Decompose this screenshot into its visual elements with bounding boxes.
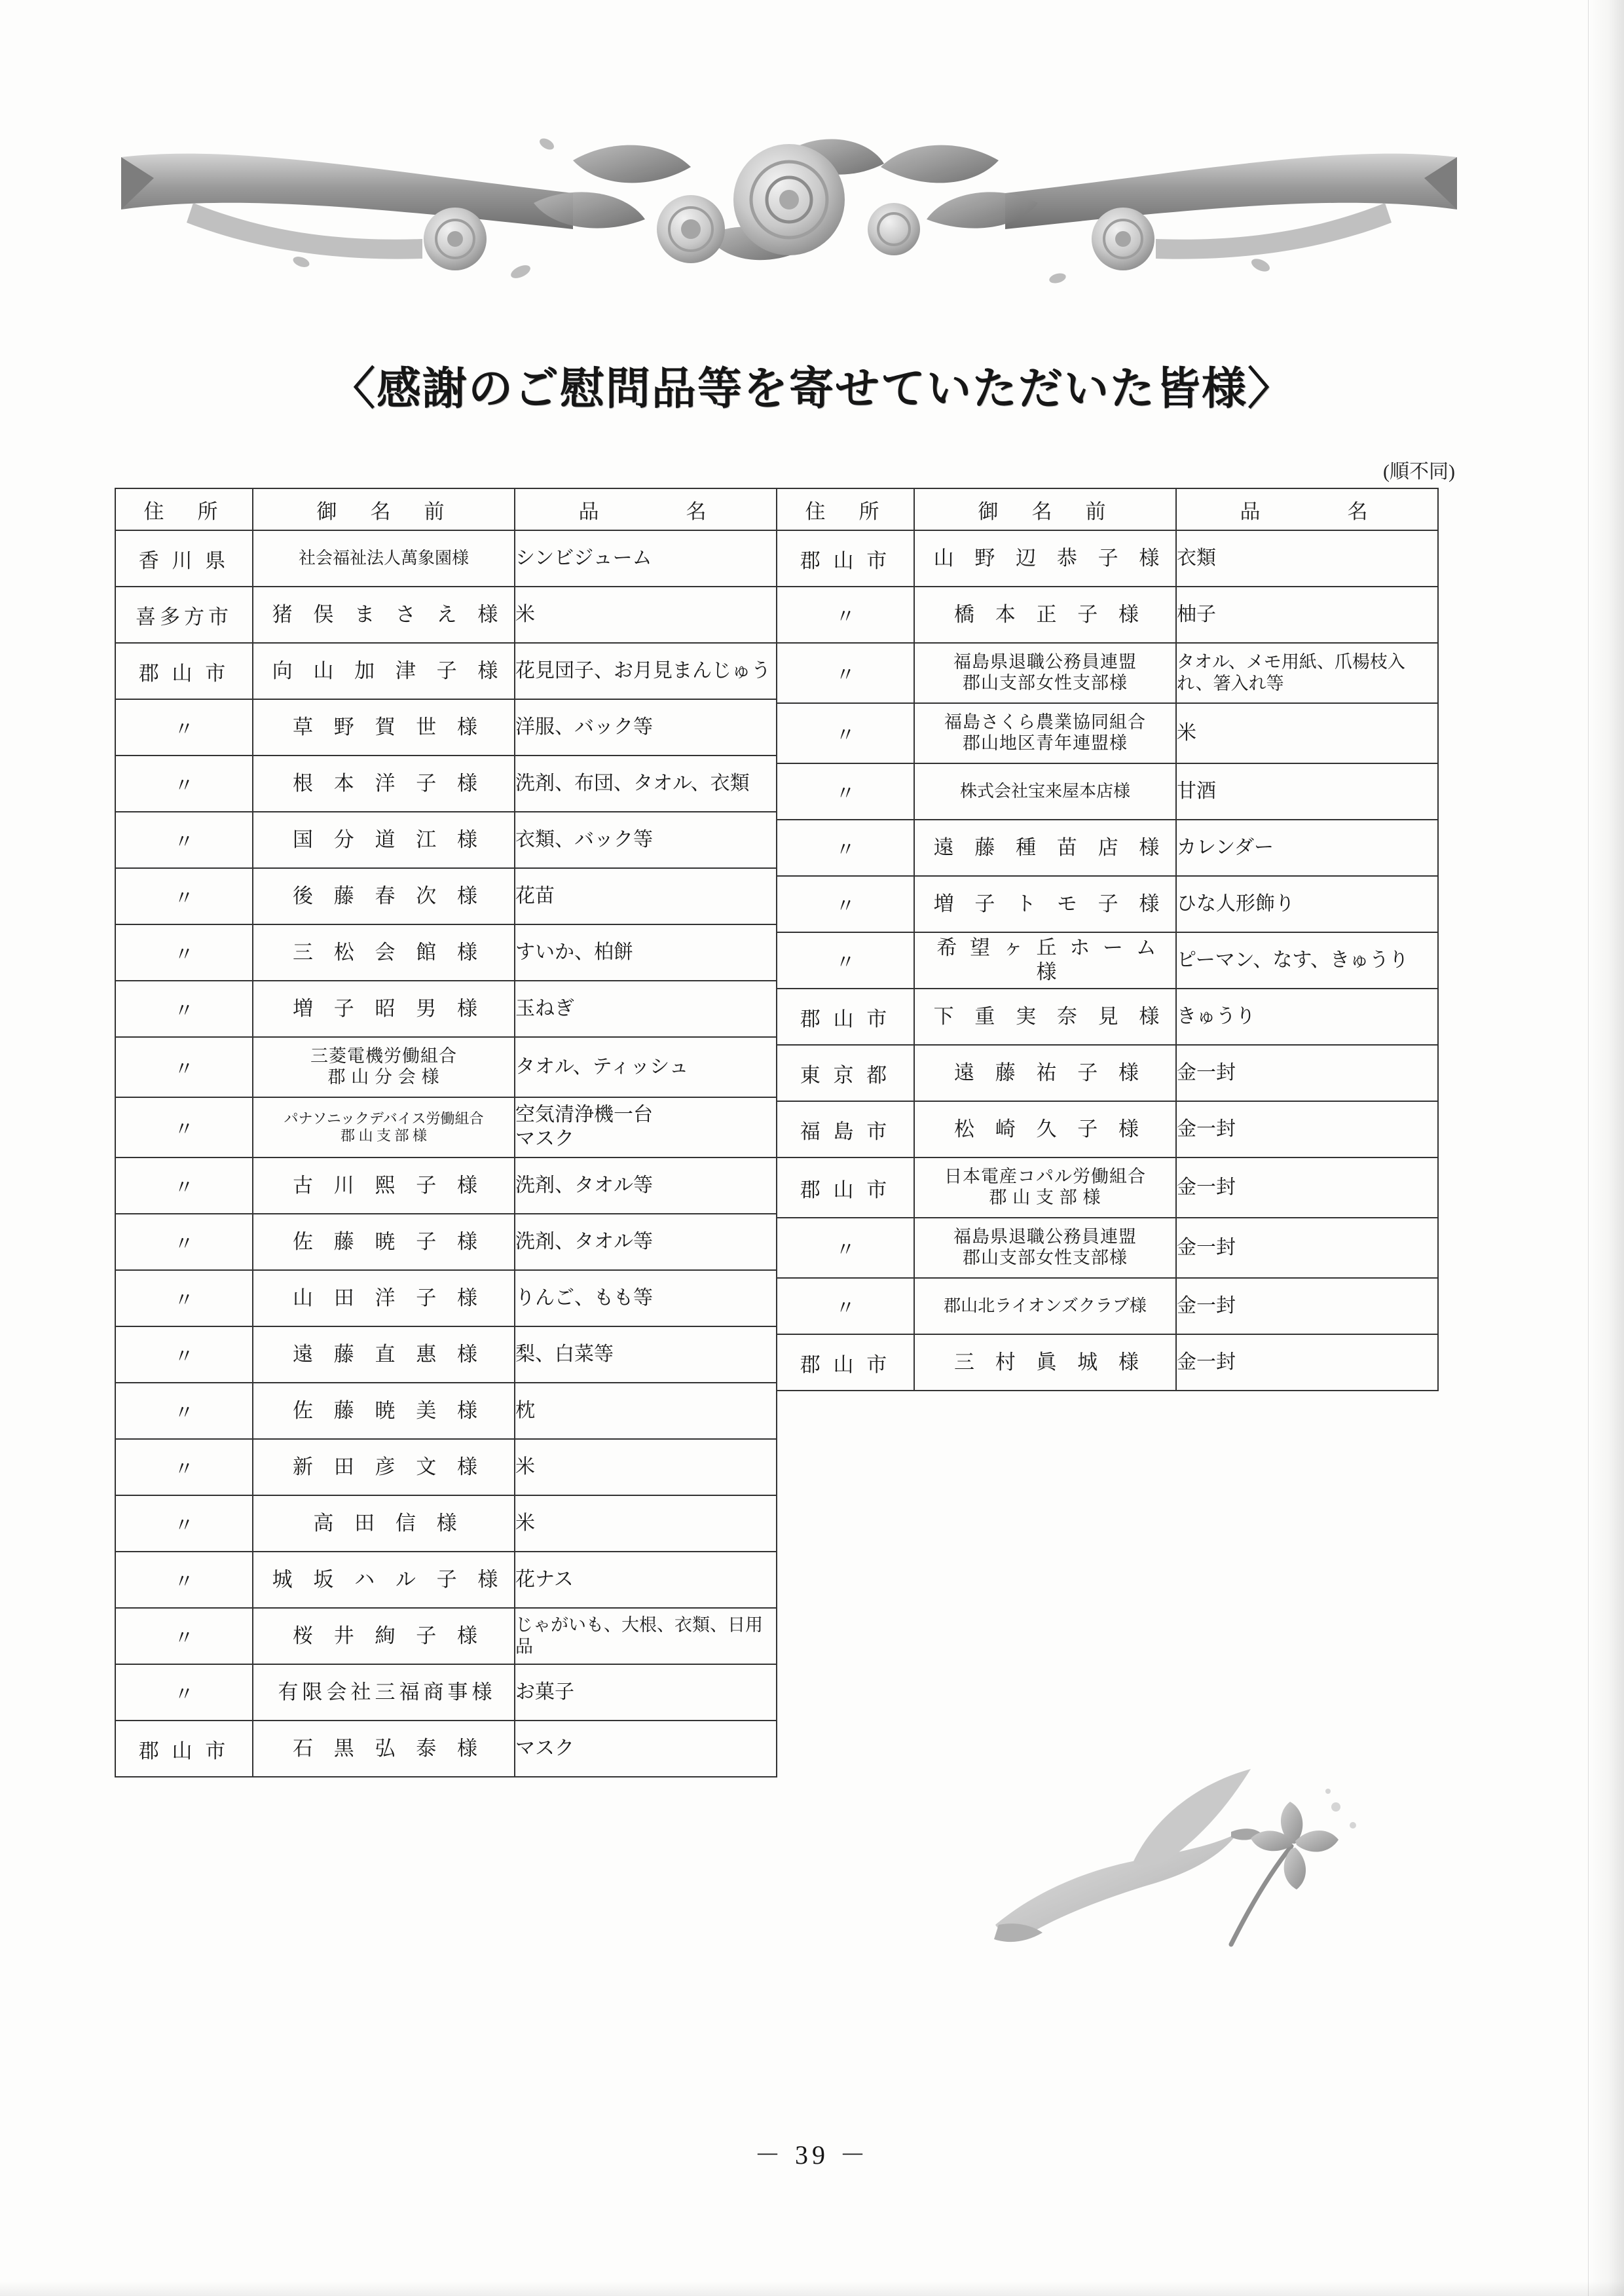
cell-address: 〃 [777,643,914,703]
cell-address: 〃 [115,1439,253,1495]
cell-donated-goods: 衣類 [1176,530,1438,587]
cell-address: 郡 山 市 [115,643,253,699]
table-header-row [115,488,777,530]
table-row [115,812,777,868]
cell-donated-goods: 金一封 [1176,1218,1438,1278]
cell-donated-goods: 甘酒 [1176,763,1438,820]
cell-donated-goods: りんご、もも等 [515,1270,777,1326]
column-header-name: 御 名 前 [914,488,1176,530]
cell-donor-name: 佐 藤 暁 子 様 [253,1214,515,1270]
table-row [777,876,1438,932]
cell-donor-name: 有限会社三福商事様 [253,1664,515,1721]
cell-donor-name: 橋 本 正 子 様 [914,587,1176,643]
table-row [115,1439,777,1495]
cell-donated-goods: 金一封 [1176,1045,1438,1101]
table-row [115,981,777,1037]
cell-donated-goods: 柚子 [1176,587,1438,643]
cell-address: 〃 [777,1278,914,1334]
cell-donor-name: 希 望 ヶ 丘 ホ ー ム 様 [914,932,1176,989]
cell-donated-goods: 枕 [515,1383,777,1439]
donor-table-left [115,488,777,1777]
cell-donated-goods: お菓子 [515,1664,777,1721]
cell-donated-goods: すいか、柏餅 [515,924,777,981]
table-row [777,643,1438,703]
page-title: 〈感謝のご慰問品等を寄せていただいた皆様〉 [330,363,1293,415]
cell-address: 〃 [777,1218,914,1278]
cell-donated-goods: タオル、メモ用紙、爪楊枝入れ、箸入れ等 [1176,643,1438,703]
cell-address: 〃 [777,587,914,643]
table-row [115,756,777,812]
cell-address: 〃 [115,981,253,1037]
cell-donor-name: 遠 藤 祐 子 様 [914,1045,1176,1101]
table-row [115,868,777,924]
cell-donated-goods: 洋服、バック等 [515,699,777,756]
cell-address: 東 京 都 [777,1045,914,1101]
table-row [777,1157,1438,1218]
table-row [115,1552,777,1608]
cell-donor-name: 福島県退職公務員連盟 郡山支部女性支部様 [914,1218,1176,1278]
table-row [115,924,777,981]
cell-address: 〃 [115,1037,253,1097]
cell-address: 〃 [115,1326,253,1383]
cell-donor-name: 猪 俣 ま さ え 様 [253,587,515,643]
cell-address: 〃 [115,1552,253,1608]
cell-donor-name: 古 川 熙 子 様 [253,1157,515,1214]
cell-address: 郡 山 市 [115,1721,253,1777]
table-row [115,1383,777,1439]
cell-donated-goods: 洗剤、タオル等 [515,1214,777,1270]
table-row [777,530,1438,587]
cell-donated-goods: 梨、白菜等 [515,1326,777,1383]
cell-donor-name: 日本電産コパル労働組合 郡 山 支 部 様 [914,1157,1176,1218]
cell-address: 郡 山 市 [777,989,914,1045]
cell-address: 〃 [115,812,253,868]
bird-and-clover-ornament-icon [969,1728,1375,1977]
cell-address: 喜多方市 [115,587,253,643]
cell-donated-goods: 花ナス [515,1552,777,1608]
cell-donated-goods: ピーマン、なす、きゅうり [1176,932,1438,989]
cell-address: 〃 [777,932,914,989]
cell-donated-goods: マスク [515,1721,777,1777]
table-row [115,699,777,756]
cell-donor-name: 松 崎 久 子 様 [914,1101,1176,1157]
cell-donor-name: 城 坂 ハ ル 子 様 [253,1552,515,1608]
cell-donor-name: 遠 藤 直 惠 様 [253,1326,515,1383]
table-row [777,587,1438,643]
cell-address: 〃 [115,1608,253,1664]
cell-donor-name: 新 田 彦 文 様 [253,1439,515,1495]
donor-table-right-body [777,530,1438,1391]
cell-donor-name: 佐 藤 暁 美 様 [253,1383,515,1439]
cell-donor-name: 後 藤 春 次 様 [253,868,515,924]
cell-donor-name: 三 松 会 館 様 [253,924,515,981]
cell-donated-goods: 空気清浄機一台 マスク [515,1097,777,1157]
scan-edge-shadow [1588,0,1624,2296]
cell-address: 〃 [115,756,253,812]
table-row [777,1334,1438,1391]
cell-donated-goods: 花苗 [515,868,777,924]
table-row [115,1495,777,1552]
scan-bottom-shadow [0,2282,1624,2296]
cell-donated-goods: 金一封 [1176,1334,1438,1391]
table-row [777,1045,1438,1101]
cell-donated-goods: 洗剤、タオル等 [515,1157,777,1214]
table-row [115,1326,777,1383]
table-row [777,820,1438,876]
cell-donated-goods: タオル、ティッシュ [515,1037,777,1097]
cell-donated-goods: 米 [515,1495,777,1552]
cell-address: 〃 [115,924,253,981]
cell-donor-name: 郡山北ライオンズクラブ様 [914,1278,1176,1334]
column-header-goods: 品 名 [1176,488,1438,530]
cell-donor-name: 石 黒 弘 泰 様 [253,1721,515,1777]
cell-address: 香 川 県 [115,530,253,587]
cell-address: 福 島 市 [777,1101,914,1157]
cell-address: 〃 [115,1664,253,1721]
donor-table-left-body [115,530,777,1777]
cell-donor-name: 遠 藤 種 苗 店 様 [914,820,1176,876]
cell-donated-goods: 米 [515,587,777,643]
cell-address: 〃 [115,1214,253,1270]
table-row [115,1157,777,1214]
cell-address: 〃 [115,1270,253,1326]
table-row [115,1721,777,1777]
cell-address: 〃 [777,763,914,820]
column-header-address: 住 所 [115,488,253,530]
cell-donor-name: 福島さくら農業協同組合 郡山地区青年連盟様 [914,703,1176,763]
table-row [777,1218,1438,1278]
cell-donor-name: 下 重 実 奈 見 様 [914,989,1176,1045]
cell-address: 〃 [115,1495,253,1552]
column-header-address: 住 所 [777,488,914,530]
roses-ribbon-ornament-icon [115,131,1464,301]
table-row [115,530,777,587]
table-row [115,1664,777,1721]
cell-donated-goods: 金一封 [1176,1101,1438,1157]
cell-address: 郡 山 市 [777,1334,914,1391]
table-row [115,1097,777,1157]
cell-donor-name: 高 田 信 様 [253,1495,515,1552]
page-number: － 39 － [754,2140,870,2170]
cell-address: 〃 [777,876,914,932]
order-note: (順不同) [1383,461,1455,483]
table-row [777,703,1438,763]
cell-donated-goods: 衣類、バック等 [515,812,777,868]
table-row [115,1037,777,1097]
cell-donor-name: 福島県退職公務員連盟 郡山支部女性支部様 [914,643,1176,703]
cell-donor-name: 株式会社宝来屋本店様 [914,763,1176,820]
table-row [115,1214,777,1270]
column-header-goods: 品 名 [515,488,777,530]
cell-donated-goods: きゅうり [1176,989,1438,1045]
table-row [777,1101,1438,1157]
cell-donor-name: 増 子 ト モ 子 様 [914,876,1176,932]
cell-address: 郡 山 市 [777,530,914,587]
table-row [115,643,777,699]
table-row [777,763,1438,820]
cell-donor-name: 三 村 眞 城 様 [914,1334,1176,1391]
cell-donor-name: 根 本 洋 子 様 [253,756,515,812]
cell-donor-name: 向 山 加 津 子 様 [253,643,515,699]
cell-address: 〃 [115,1383,253,1439]
cell-address: 〃 [777,703,914,763]
cell-donated-goods: じゃがいも、大根、衣類、日用品 [515,1608,777,1664]
cell-donor-name: 増 子 昭 男 様 [253,981,515,1037]
cell-donor-name: 桜 井 絢 子 様 [253,1608,515,1664]
cell-donated-goods: 洗剤、布団、タオル、衣類 [515,756,777,812]
cell-donated-goods: 玉ねぎ [515,981,777,1037]
cell-donated-goods: 花見団子、お月見まんじゅう [515,643,777,699]
cell-donated-goods: ひな人形飾り [1176,876,1438,932]
table-row [115,1608,777,1664]
cell-donor-name: 山 野 辺 恭 子 様 [914,530,1176,587]
donor-table-right [776,488,1439,1391]
table-row [777,1278,1438,1334]
table-header-row [777,488,1438,530]
cell-donor-name: 三菱電機労働組合 郡 山 分 会 様 [253,1037,515,1097]
cell-donated-goods: シンビジューム [515,530,777,587]
cell-donor-name: パナソニックデバイス労働組合 郡 山 支 部 様 [253,1097,515,1157]
cell-address: 郡 山 市 [777,1157,914,1218]
cell-donated-goods: カレンダー [1176,820,1438,876]
cell-address: 〃 [115,1157,253,1214]
cell-donated-goods: 米 [1176,703,1438,763]
cell-donor-name: 山 田 洋 子 様 [253,1270,515,1326]
table-row [777,989,1438,1045]
table-row [777,932,1438,989]
cell-address: 〃 [115,699,253,756]
column-header-name: 御 名 前 [253,488,515,530]
cell-donor-name: 社会福祉法人萬象園様 [253,530,515,587]
table-row [115,587,777,643]
cell-donor-name: 国 分 道 江 様 [253,812,515,868]
cell-address: 〃 [115,1097,253,1157]
cell-donated-goods: 米 [515,1439,777,1495]
table-row [115,1270,777,1326]
cell-address: 〃 [777,820,914,876]
cell-donor-name: 草 野 賀 世 様 [253,699,515,756]
cell-address: 〃 [115,868,253,924]
cell-donated-goods: 金一封 [1176,1278,1438,1334]
cell-donated-goods: 金一封 [1176,1157,1438,1218]
